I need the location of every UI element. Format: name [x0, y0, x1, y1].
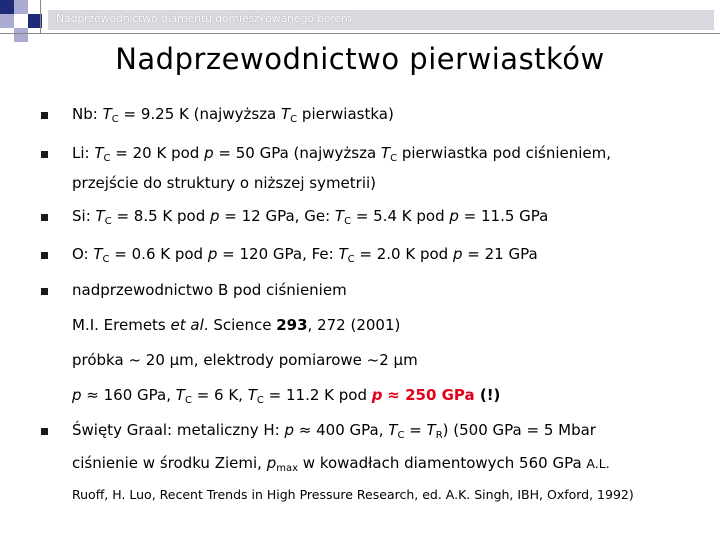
line-li: Li: $T_C = 20$ K pod p = 50 GPa (najwyższa $T_C$ pierwiastka pod ciśnieniem, — [72, 144, 612, 164]
bullet-icon — [41, 112, 48, 119]
line-b: nadprzewodnictwo B pod ciśnieniem — [72, 281, 347, 299]
deco-square-5 — [14, 28, 28, 42]
bullet-icon — [41, 428, 48, 435]
bullet-icon — [41, 252, 48, 259]
line-h: Święty Graal: metaliczny H: p ≈ 400 GPa, $T_C = T_R$) (500 GPa = 5 Mbar — [72, 421, 596, 441]
line-o-fe: O: $T_C = 0.6$ K pod p = 120 GPa, Fe: $T_C = 2.0$ K pod p = 21 GPa — [72, 245, 538, 265]
line-si-ge: Si: $T_C = 8.5$ K pod p = 12 GPa, Ge: $T_C = 5.4$ K pod p = 11.5 GPa — [72, 207, 549, 227]
header-divider-vertical — [40, 0, 41, 34]
deco-square-1 — [0, 0, 14, 14]
deco-square-2 — [14, 0, 28, 14]
bullet-icon — [41, 151, 48, 158]
line-b-sample: próbka ~ 20 μm, elektrody pomiarowe ~2 μm — [72, 351, 418, 369]
line-li-cont: przejście do struktury o niższej symetrii) — [72, 174, 377, 192]
deco-square-3 — [0, 14, 14, 28]
bullet-icon — [41, 288, 48, 295]
line-h-cont: ciśnienie w środku Ziemi, $p_{max}$ w kowadłach diamentowych 560 GPa A.L. — [72, 454, 610, 474]
header-divider-horizontal — [0, 33, 720, 34]
line-b-reference: M.I. Eremets et al. Science 293, 272 (2001) — [72, 316, 401, 334]
bullet-icon — [41, 214, 48, 221]
line-nb: Nb: $T_C = 9.25$ K (najwyższa $T_C$ pierwiastka) — [72, 105, 394, 125]
running-title: Nadprzewodnictwo diamentu domieszkowanego borem — [56, 12, 352, 25]
page-title: Nadprzewodnictwo pierwiastków — [115, 42, 605, 76]
line-b-result: p ≈ 160 GPa, $T_C = 6$ K, $T_C = 11.2$ K pod p ≈ 250 GPa (!) — [72, 386, 501, 406]
line-h-reference: Ruoff, H. Luo, Recent Trends in High Pressure Research, ed. A.K. Singh, IBH, Oxford, 1992) — [72, 487, 634, 502]
